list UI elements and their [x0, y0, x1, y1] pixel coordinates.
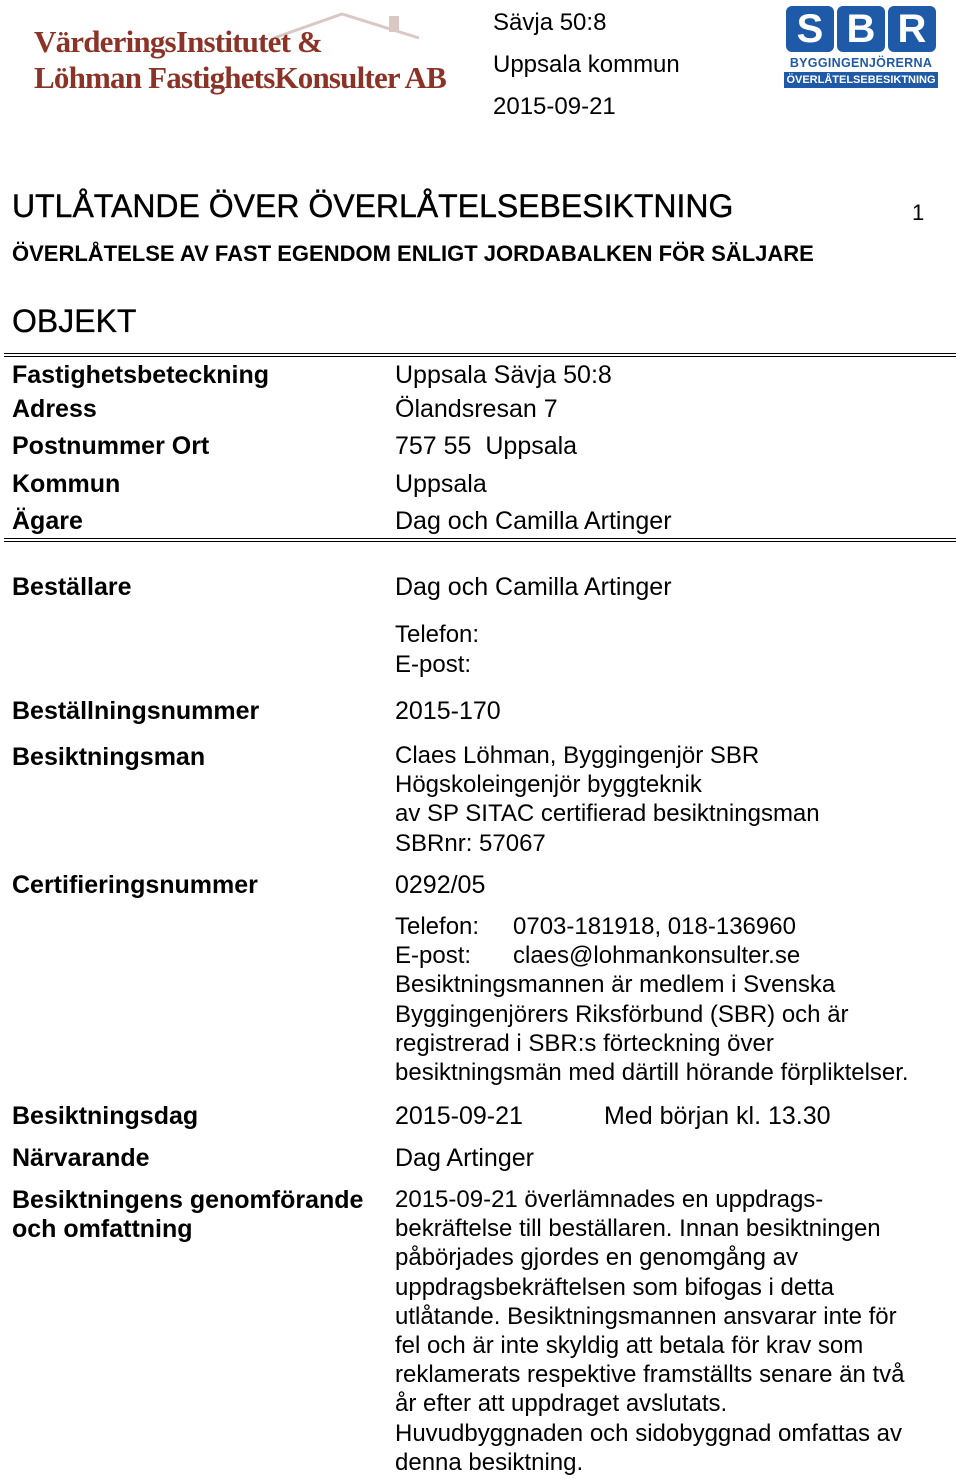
- sbr-letter-r: R: [888, 6, 936, 52]
- medlem-line: besiktningsmän med därtill hörande förpliktelser.: [395, 1059, 909, 1087]
- sbr-logo-subtext: ÖVERLÅTELSEBESIKTNING: [784, 72, 938, 88]
- sbr-letter-b: B: [837, 6, 885, 52]
- genomforande-line: reklamerats respektive framställts senare än två: [395, 1361, 905, 1389]
- company-logo: [24, 8, 454, 100]
- genomforande-line: påbörjades gjordes en genomgång av: [395, 1244, 798, 1272]
- genomforande-line: uppdragsbekräftelsen som bifogas i detta: [395, 1273, 834, 1301]
- header-property: Sävja 50:8: [493, 9, 607, 36]
- header-municipality: Uppsala kommun: [493, 51, 680, 78]
- agare-value: Dag och Camilla Artinger: [395, 507, 672, 535]
- genomforande-line: bekräftelse till beställaren. Innan besiktningen: [395, 1215, 881, 1243]
- besiktningsman-details: [395, 741, 955, 858]
- bestallare-epost: E-post:: [395, 651, 472, 678]
- section-heading: OBJEKT: [12, 303, 137, 339]
- narvarande-label: Närvarande: [12, 1144, 150, 1172]
- bestallare-telefon: Telefon:: [395, 621, 480, 648]
- besiktningsman-line: Högskoleingenjör byggteknik: [395, 771, 702, 799]
- genomforande-line: Huvudbyggnaden och sidobyggnad omfattas av: [395, 1419, 903, 1447]
- kommun-value: Uppsala: [395, 470, 487, 498]
- genomforande-line: fel och är inte skyldig att betala för krav som: [395, 1332, 864, 1360]
- sbr-logo-text: BYGGINGENJÖRERNA: [789, 56, 933, 70]
- besiktningsdag-label: Besiktningsdag: [12, 1102, 199, 1130]
- agare-label: Ägare: [12, 507, 83, 535]
- kontakt-epost-row: [395, 941, 955, 970]
- logo-text-line-2: Löhman FastighetsKonsulter AB: [34, 60, 447, 95]
- logo-text-line-1: VärderingsInstitutet &: [34, 24, 323, 59]
- bestallningsnummer-value: 2015-170: [395, 697, 501, 725]
- genomforande-text: [395, 1185, 955, 1477]
- medlem-line: Besiktningsmannen är medlem i Svenska: [395, 971, 836, 999]
- adress-value: Ölandsresan 7: [395, 395, 558, 423]
- bestallningsnummer-label: Beställningsnummer: [12, 697, 260, 725]
- kontakt-block: [395, 912, 955, 1087]
- document-title: UTLÅTANDE ÖVER ÖVERLÅTELSEBESIKTNING: [12, 188, 734, 224]
- genomforande-label-line1: Besiktningens genomförande: [12, 1186, 364, 1214]
- sbr-logo: [784, 6, 938, 86]
- genomforande-label-line2: och omfattning: [12, 1215, 193, 1243]
- certifieringsnummer-label: Certifieringsnummer: [12, 871, 258, 899]
- besiktningsman-line: SBRnr: 57067: [395, 829, 546, 857]
- bestallare-label: Beställare: [12, 573, 132, 601]
- divider-bottom: [4, 538, 956, 542]
- besiktningsman-label: Besiktningsman: [12, 743, 206, 771]
- certifieringsnummer-value: 0292/05: [395, 871, 486, 899]
- fastighetsbeteckning-value: Uppsala Sävja 50:8: [395, 361, 612, 389]
- kommun-label: Kommun: [12, 470, 121, 498]
- narvarande-value: Dag Artinger: [395, 1144, 534, 1172]
- divider-top: [4, 353, 956, 357]
- page-number: 1: [912, 200, 925, 225]
- bestallare-name: Dag och Camilla Artinger: [395, 573, 672, 601]
- adress-label: Adress: [12, 395, 97, 423]
- besiktningsman-line: av SP SITAC certifierad besiktningsman: [395, 800, 820, 828]
- sbr-letter-s: S: [786, 6, 834, 52]
- besiktningsdag-start: Med början kl. 13.30: [604, 1102, 831, 1130]
- besiktningsdag-value: 2015-09-21: [395, 1102, 523, 1130]
- document-subtitle: ÖVERLÅTELSE AV FAST EGENDOM ENLIGT JORDABALKEN FÖR SÄLJARE: [12, 241, 814, 266]
- genomforande-line: år efter att uppdraget avslutats.: [395, 1390, 728, 1418]
- genomforande-line: 2015-09-21 överlämnades en uppdrags-: [395, 1186, 824, 1213]
- kontakt-telefon-row: [395, 912, 955, 941]
- medlem-line: registrerad i SBR:s förteckning över: [395, 1029, 774, 1057]
- kontakt-epost-value[interactable]: claes@lohmankonsulter.se: [513, 942, 801, 970]
- header-date: 2015-09-21: [493, 93, 616, 120]
- medlem-line: Byggingenjörers Riksförbund (SBR) och är: [395, 1000, 849, 1028]
- genomforande-line: denna besiktning.: [395, 1448, 584, 1476]
- kontakt-telefon-label: Telefon:: [395, 913, 480, 940]
- fastighetsbeteckning-label: Fastighetsbeteckning: [12, 361, 269, 389]
- postnummer-label: Postnummer Ort: [12, 432, 210, 460]
- genomforande-line: utlåtande. Besiktningsmannen ansvarar inte för: [395, 1302, 897, 1330]
- besiktningsman-line: Claes Löhman, Byggingenjör SBR: [395, 742, 760, 769]
- kontakt-telefon-value: 0703-181918, 018-136960: [513, 913, 796, 940]
- postnummer-value: 757 55 Uppsala: [395, 432, 578, 460]
- kontakt-epost-label: E-post:: [395, 942, 472, 970]
